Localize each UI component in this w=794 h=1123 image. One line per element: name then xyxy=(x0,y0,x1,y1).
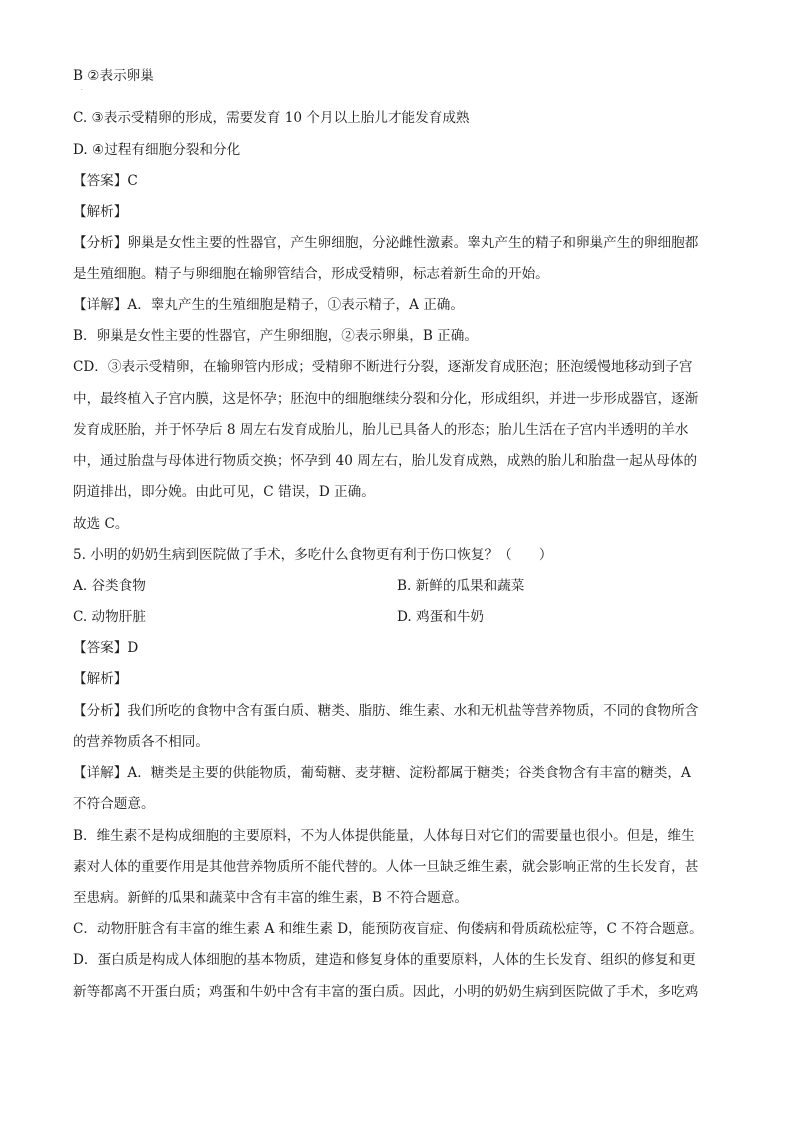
q4-detail-line: B．卵巢是女性主要的性器官，产生卵细胞，②表示卵巢，B 正确。 xyxy=(73,328,478,344)
q5-option-b: B. 新鲜的瓜果和蔬菜 xyxy=(397,578,525,594)
q5-answer: 【答案】D xyxy=(73,640,139,656)
q5-detail-line: B．维生素不是构成细胞的主要原料，不为人体提供能量，人体每日对它们的需要量也很小。但是，维生 xyxy=(73,828,695,844)
q4-detail-line: 中，通过胎盘与母体进行物质交换；怀孕到 40 周左右，胎儿发育成熟，成熟的胎儿和胎盘一起从母体的 xyxy=(73,453,698,469)
q4-answer: 【答案】C xyxy=(73,173,138,189)
ink-dot: · xyxy=(81,87,83,94)
q4-option-c: C. ③表示受精卵的形成，需要发育 10 个月以上胎儿才能发育成熟 xyxy=(73,110,470,126)
q5-detail-line: 【详解】A．糖类是主要的供能物质，葡萄糖、麦芽糖、淀粉都属于糖类；谷类食物含有丰富的糖类，A xyxy=(73,765,691,781)
q4-option-d: D. ④过程有细胞分裂和分化 xyxy=(73,142,241,158)
q5-detail-line: 新等都离不开蛋白质；鸡蛋和牛奶中含有丰富的蛋白质。因此，小明的奶奶生病到医院做了手术，多吃鸡 xyxy=(73,984,699,1000)
q5-analysis-line: 的营养物质各不相同。 xyxy=(73,734,209,750)
q4-conclusion: 故选 C。 xyxy=(73,516,129,532)
q5-detail-line: 至患病。新鲜的瓜果和蔬菜中含有丰富的维生素，B 不符合题意。 xyxy=(73,890,468,906)
q4-detail-line: CD．③表示受精卵，在输卵管内形成；受精卵不断进行分裂，逐渐发育成胚泡；胚泡缓慢地移动到子宫 xyxy=(73,359,693,375)
q4-analysis-label: 【解析】 xyxy=(73,204,128,220)
q4-detail-line: 阴道排出，即分娩。由此可见，C 错误，D 正确。 xyxy=(73,484,375,500)
q4-analysis-line: 【分析】卵巢是女性主要的性器官，产生卵细胞，分泌雌性激素。睾丸产生的精子和卵巢产生的卵细胞都 xyxy=(73,235,699,251)
q5-detail-line: C．动物肝脏含有丰富的维生素 A 和维生素 D，能预防夜盲症、佝偻病和骨质疏松症等，C 不符合题意。 xyxy=(73,921,703,937)
q5-analysis-label: 【解析】 xyxy=(73,671,128,687)
q4-option-b: B ②表示卵巢 xyxy=(73,68,154,84)
q4-detail-line: 【详解】A．睾丸产生的生殖细胞是精子，①表示精子，A 正确。 xyxy=(73,297,464,313)
q5-detail-line: 素对人体的重要作用是其他营养物质所不能代替的。人体一旦缺乏维生素，就会影响正常的生长发育，甚 xyxy=(73,859,699,875)
q4-detail-line: 中，最终植入子宫内膜，这是怀孕；胚泡中的细胞继续分裂和分化，形成组织，并进一步形成器官，逐渐 xyxy=(73,391,699,407)
q5-option-c: C. 动物肝脏 xyxy=(73,609,146,625)
q5-detail-line: 不符合题意。 xyxy=(73,796,155,812)
q5-options-row-2 xyxy=(73,607,723,627)
q5-option-d: D. 鸡蛋和牛奶 xyxy=(397,609,485,625)
q5-analysis-line: 【分析】我们所吃的食物中含有蛋白质、糖类、脂肪、维生素、水和无机盐等营养物质，不同的食物所含 xyxy=(73,703,699,719)
q4-analysis-line: 是生殖细胞。精子与卵细胞在输卵管结合，形成受精卵，标志着新生命的开始。 xyxy=(73,266,549,282)
q5-detail-line: D．蛋白质是构成人体细胞的基本物质，建造和修复身体的重要原料，人体的生长发育、组织的修复和更 xyxy=(73,952,696,968)
q5-stem: 5. 小明的奶奶生病到医院做了手术，多吃什么食物更有利于伤口恢复？（ ） xyxy=(73,547,553,563)
q5-option-a: A. 谷类食物 xyxy=(73,578,146,594)
q5-options-row-1 xyxy=(73,576,723,596)
q4-detail-line: 发育成胚胎，并于怀孕后 8 周左右发育成胎儿，胎儿已具备人的形态；胎儿生活在子宫内半透明的羊水 xyxy=(73,422,689,438)
